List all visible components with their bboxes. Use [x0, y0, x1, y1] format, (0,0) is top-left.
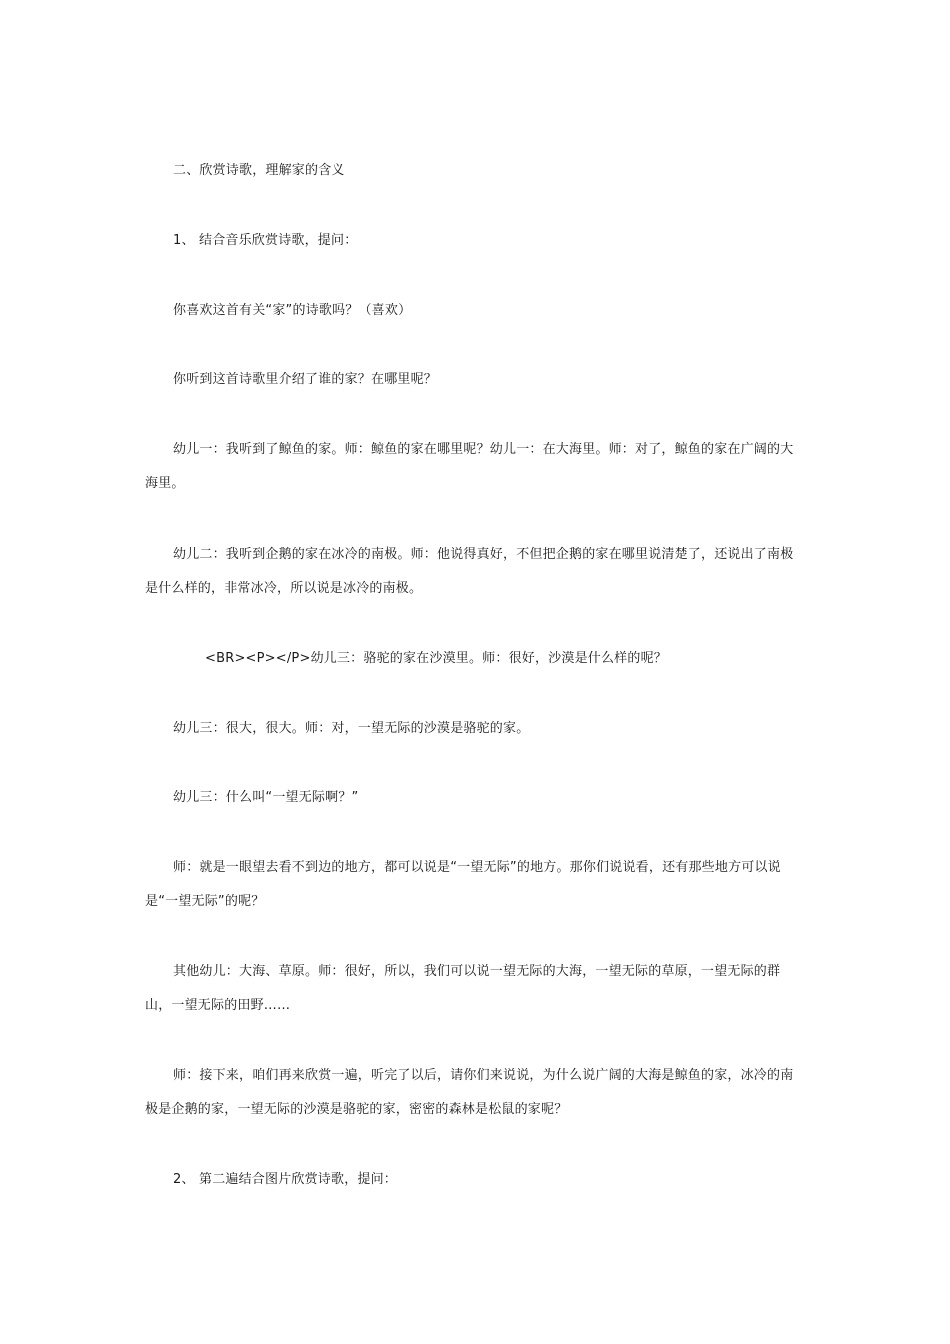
dialogue-paragraph: 幼儿二：我听到企鹅的家在冰冷的南极。师：他说得真好，不但把企鹅的家在哪里说清楚了，还说出了南极是什么样的，非常冰冷，所以说是冰冷的南极。 — [145, 547, 794, 596]
dialogue-paragraph: 幼儿一：我听到了鲸鱼的家。师：鲸鱼的家在哪里呢？幼儿一：在大海里。师：对了，鲸鱼的家在广阔的大海里。 — [145, 442, 794, 491]
dialogue-paragraph: 幼儿三：很大，很大。师：对，一望无际的沙漠是骆驼的家。 — [173, 721, 530, 736]
dialogue-paragraph-with-tags: <BR><P></P>幼儿三：骆驼的家在沙漠里。师：很好，沙漠是什么样的呢？ — [205, 651, 667, 666]
question-paragraph: 你喜欢这首有关“家”的诗歌吗？（喜欢） — [173, 303, 412, 318]
section-heading: 二、欣赏诗歌，理解家的含义 — [173, 163, 345, 178]
dialogue-paragraph: 师：就是一眼望去看不到边的地方，都可以说是“一望无际”的地方。那你们说说看，还有那些地方可以说是“一望无际”的呢？ — [145, 860, 781, 909]
dialogue-paragraph: 师：接下来，咱们再来欣赏一遍，听完了以后，请你们来说说，为什么说广阔的大海是鲸鱼的家，冰冷的南极是企鹅的家，一望无际的沙漠是骆驼的家，密密的森林是松鼠的家呢？ — [145, 1068, 794, 1117]
question-paragraph: 你听到这首诗歌里介绍了谁的家？在哪里呢？ — [173, 372, 438, 387]
dialogue-paragraph: 其他幼儿：大海、草原。师：很好，所以，我们可以说一望无际的大海，一望无际的草原，一望无际的群山，一望无际的田野…… — [145, 964, 781, 1013]
numbered-item-1: 1、 结合音乐欣赏诗歌，提问： — [173, 233, 358, 248]
dialogue-paragraph: 幼儿三：什么叫“一望无际啊？” — [173, 790, 359, 805]
numbered-item-2: 2、 第二遍结合图片欣赏诗歌，提问： — [173, 1172, 398, 1187]
